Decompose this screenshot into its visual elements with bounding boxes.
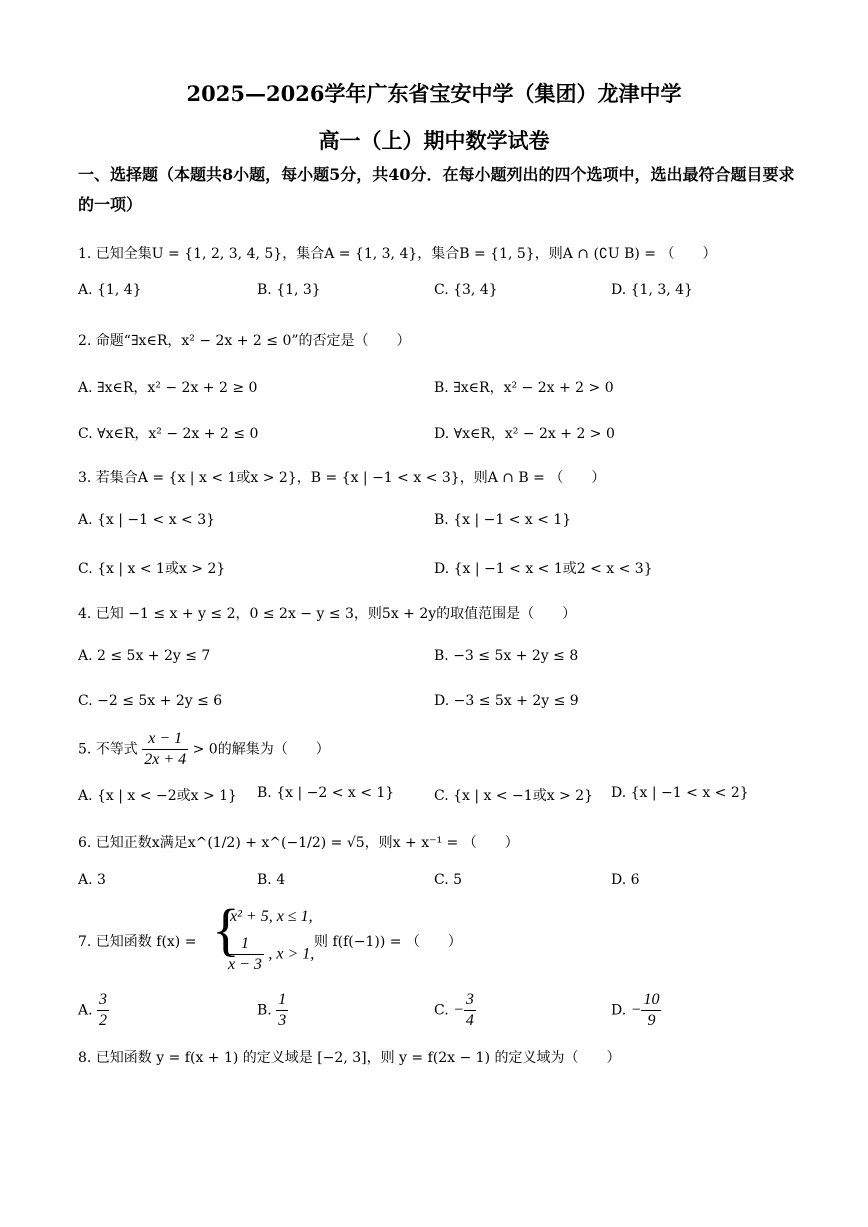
q2-option-d: D. ∀x∈R，x² − 2x + 2 > 0 — [434, 426, 615, 442]
q7-option-d — [611, 990, 661, 1031]
q5-option-c: C. {x | x < −1或x > 2} — [434, 788, 594, 804]
exam-title-line1: 2025—2026学年广东省宝安中学（集团）龙津中学 — [186, 81, 682, 106]
q3-option-d: D. {x | −1 < x < 1或2 < x < 3} — [434, 561, 653, 577]
q5-option-a: A. {x | x < −2或x > 1} — [78, 788, 237, 804]
question-3: 3. 若集合A = {x | x < 1或x > 2}，B = {x | −1 < x < 3}，则A ∩ B = （ ） — [78, 470, 606, 486]
q5-prefix: 5. 不等式 — [78, 741, 138, 758]
q1-option-b: B. {1, 3} — [257, 282, 321, 298]
q6-option-a: A. 3 — [78, 872, 106, 888]
question-2: 2. 命题“∃x∈R，x² − 2x + 2 ≤ 0”的否定是（ ） — [78, 333, 411, 349]
q7-case-1: x² + 5, x ≤ 1, — [230, 908, 313, 925]
q4-option-c: C. −2 ≤ 5x + 2y ≤ 6 — [78, 693, 223, 709]
q7-c-num: 3 — [464, 990, 476, 1011]
q7-option-c-label: C. — [434, 1002, 449, 1019]
q7-option-b-fraction — [276, 990, 288, 1031]
q7-option-d-fraction — [641, 990, 661, 1031]
q7-option-c-fraction — [464, 990, 476, 1031]
question-7-prefix: 7. 已知函数 f(x) = — [78, 934, 197, 950]
q7-d-num: 10 — [641, 990, 661, 1011]
question-5 — [78, 729, 330, 770]
q6-option-c: C. 5 — [434, 872, 463, 888]
q7-a-den: 2 — [99, 1012, 108, 1029]
q7-option-a-label: A. — [78, 1002, 93, 1019]
q7-option-b — [257, 990, 288, 1031]
q7-option-a — [78, 990, 109, 1031]
q5-numerator: x − 1 — [142, 729, 188, 750]
q5-fraction — [142, 729, 188, 770]
q2-option-c: C. ∀x∈R，x² − 2x + 2 ≤ 0 — [78, 426, 259, 442]
question-1: 1. 已知全集U = {1, 2, 3, 4, 5}，集合A = {1, 3, 4}，集合B = {1, 5}，则A ∩ (∁U B) = （ ） — [78, 246, 717, 262]
question-8: 8. 已知函数 y = f(x + 1) 的定义域是 [−2, 3]，则 y = f(2x − 1) 的定义域为（ ） — [78, 1050, 621, 1066]
q7-c-den: 4 — [465, 1012, 474, 1029]
exam-title-line2: 高一（上）期中数学试卷 — [318, 128, 550, 153]
q6-option-d: D. 6 — [611, 872, 640, 888]
q7-b-den: 3 — [278, 1012, 287, 1029]
q5-suffix: > 0的解集为（ ） — [192, 741, 330, 758]
section-heading: 一、选择题（本题共8小题，每小题5分，共40分．在每小题列出的四个选项中，选出最符合题目要求的一项） — [78, 165, 795, 214]
q5-option-b: B. {x | −2 < x < 1} — [257, 785, 395, 801]
q7-case2-denominator: x − 3 — [228, 956, 262, 973]
q7-option-a-fraction — [97, 990, 109, 1031]
q7-case2-fraction — [226, 934, 264, 975]
q7-case2-numerator: 1 — [226, 934, 264, 955]
q7-case2-condition: , x > 1, — [268, 945, 315, 963]
q7-d-den: 9 — [647, 1012, 656, 1029]
question-4: 4. 已知 −1 ≤ x + y ≤ 2，0 ≤ 2x − y ≤ 3，则5x + 2y的取值范围是（ ） — [78, 606, 577, 622]
q4-option-a: A. 2 ≤ 5x + 2y ≤ 7 — [78, 648, 211, 664]
q3-option-b: B. {x | −1 < x < 1} — [434, 512, 572, 528]
q2-option-a: A. ∃x∈R，x² − 2x + 2 ≥ 0 — [78, 380, 258, 396]
q1-option-d: D. {1, 3, 4} — [611, 282, 693, 298]
q6-option-b: B. 4 — [257, 872, 286, 888]
q3-option-c: C. {x | x < 1或x > 2} — [78, 561, 226, 577]
q4-option-b: B. −3 ≤ 5x + 2y ≤ 8 — [434, 648, 579, 664]
q7-case-2 — [226, 934, 314, 975]
question-6: 6. 已知正数x满足x^(1/2) + x^(−1/2) = √5，则x + x⁻¹ = （ ） — [78, 835, 519, 851]
q7-c-sign: − — [453, 1001, 464, 1019]
question-7-suffix: 则 f(f(−1)) = （ ） — [314, 934, 462, 950]
q1-option-c: C. {3, 4} — [434, 282, 498, 298]
q2-option-b: B. ∃x∈R，x² − 2x + 2 > 0 — [434, 380, 614, 396]
q7-option-c — [434, 990, 476, 1031]
q7-option-d-label: D. — [611, 1002, 627, 1019]
q4-option-d: D. −3 ≤ 5x + 2y ≤ 9 — [434, 693, 579, 709]
q5-option-d: D. {x | −1 < x < 2} — [611, 785, 749, 801]
q1-option-a: A. {1, 4} — [78, 282, 142, 298]
piecewise-brace: { — [212, 897, 240, 962]
q7-b-num: 1 — [276, 990, 288, 1011]
q3-option-a: A. {x | −1 < x < 3} — [78, 512, 216, 528]
q7-d-sign: − — [630, 1001, 642, 1019]
q7-option-b-label: B. — [257, 1002, 272, 1019]
q7-a-num: 3 — [97, 990, 109, 1011]
q5-denominator: 2x + 4 — [144, 751, 187, 768]
